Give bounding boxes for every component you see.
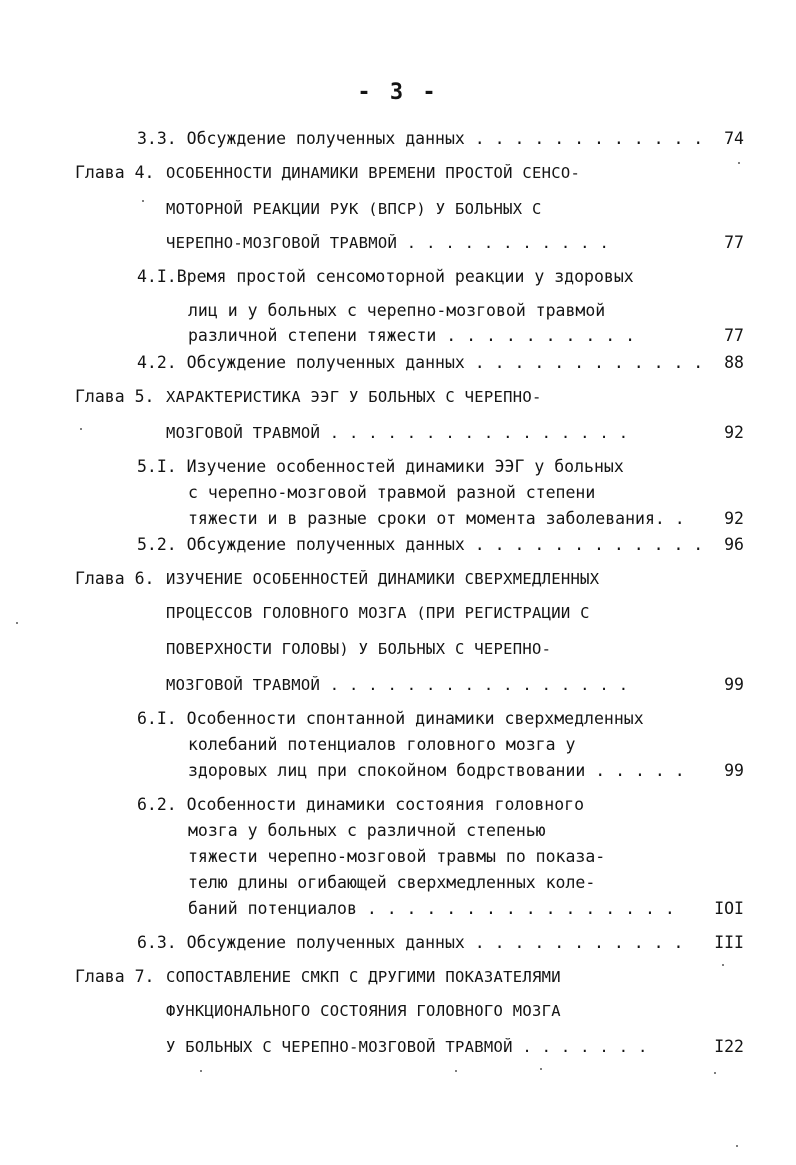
toc-entry xyxy=(166,230,609,256)
dot-leader: . . . . . . . . . . . xyxy=(397,234,610,252)
toc-entry xyxy=(188,298,605,324)
toc-entry-title: ПОВЕРХНОСТИ ГОЛОВЫ) У БОЛЬНЫХ С ЧЕРЕПНО- xyxy=(166,640,552,658)
scan-speck xyxy=(736,1145,738,1147)
toc-entry-title: ОСОБЕННОСТИ ДИНАМИКИ ВРЕМЕНИ ПРОСТОЙ СЕНСО- xyxy=(166,164,581,182)
toc-entry xyxy=(166,196,542,222)
scan-speck xyxy=(200,1070,202,1072)
toc-entry xyxy=(166,672,628,698)
chapter-label: Глава 5. xyxy=(75,387,155,406)
toc-page-number: 88 xyxy=(724,353,744,372)
toc-entry xyxy=(166,420,628,446)
toc-entry-title: 6.2. Особенности динамики состояния головного xyxy=(137,795,585,814)
toc-entry-title: ЧЕРЕПНО-МОЗГОВОЙ ТРАВМОЙ xyxy=(166,234,398,252)
toc-entry xyxy=(188,758,685,784)
toc-entry xyxy=(137,706,644,732)
toc-page-number: 92 xyxy=(724,509,744,528)
toc-entry-title: баний потенциалов xyxy=(188,899,357,918)
toc-entry-title: ПРОЦЕССОВ ГОЛОВНОГО МОЗГА (ПРИ РЕГИСТРАЦИИ С xyxy=(166,604,590,622)
toc-entry-title: мозга у больных с различной степенью xyxy=(188,821,546,840)
toc-entry-title: У БОЛЬНЫХ С ЧЕРЕПНО-МОЗГОВОЙ ТРАВМОЙ xyxy=(166,1038,513,1056)
toc-page-number: 74 xyxy=(724,129,744,148)
toc-page-number: I22 xyxy=(714,1037,744,1056)
scan-speck xyxy=(16,622,18,624)
toc-page-number: III xyxy=(714,933,744,952)
scan-speck xyxy=(738,162,740,164)
dot-leader: . . . . . xyxy=(585,761,685,780)
toc-entry xyxy=(137,350,703,376)
dot-leader: . . . . . . . . . . . . xyxy=(464,535,704,554)
toc-entry xyxy=(188,323,635,349)
toc-entry xyxy=(166,160,580,186)
toc-entry-title: 5.I. Изучение особенностей динамики ЭЭГ у больных xyxy=(137,457,624,476)
toc-entry-title: СОПОСТАВЛЕНИЕ СМКП С ДРУГИМИ ПОКАЗАТЕЛЯМИ xyxy=(166,968,561,986)
toc-entry xyxy=(188,896,675,922)
toc-entry-title: различной степени тяжести xyxy=(188,326,437,345)
toc-entry-title: тяжести и в разные сроки от момента заболевания. xyxy=(188,509,665,528)
toc-page-number: 99 xyxy=(724,675,744,694)
dot-leader: . . . . . . . . . . . . xyxy=(464,353,704,372)
toc-entry-title: ХАРАКТЕРИСТИКА ЭЭГ У БОЛЬНЫХ С ЧЕРЕПНО- xyxy=(166,388,542,406)
dot-leader: . xyxy=(664,509,685,528)
dot-leader: . . . . . . . . . . . . . . . . xyxy=(320,676,629,694)
toc-entry xyxy=(137,792,584,818)
toc-page-number: 92 xyxy=(724,423,744,442)
dot-leader: . . . . . . . . . . . . xyxy=(464,129,704,148)
toc-entry-title: ФУНКЦИОНАЛЬНОГО СОСТОЯНИЯ ГОЛОВНОГО МОЗГА xyxy=(166,1002,561,1020)
toc-entry xyxy=(188,844,605,870)
toc-entry xyxy=(166,964,561,990)
toc-entry xyxy=(166,566,599,592)
dot-leader: . . . . . . . . . . . xyxy=(464,933,684,952)
toc-entry-title: 4.I.Время простой сенсомоторной реакции у здоровых xyxy=(137,267,634,286)
toc-entry-title: МОЗГОВОЙ ТРАВМОЙ xyxy=(166,676,321,694)
toc-entry xyxy=(137,930,683,956)
toc-page-number: 77 xyxy=(724,233,744,252)
toc-entry xyxy=(188,870,595,896)
scan-speck xyxy=(142,200,144,202)
toc-entry-title: с черепно-мозговой травмой разной степени xyxy=(188,483,596,502)
toc-entry-title: тяжести черепно-мозговой травмы по показа- xyxy=(188,847,606,866)
toc-entry xyxy=(137,126,703,152)
toc-entry xyxy=(166,636,551,662)
chapter-label: Глава 6. xyxy=(75,569,155,588)
scan-speck xyxy=(722,964,724,966)
toc-entry-title: здоровых лиц при спокойном бодрствовании xyxy=(188,761,586,780)
toc-entry xyxy=(166,1034,648,1060)
toc-entry xyxy=(188,818,546,844)
dot-leader: . . . . . . . . . . . . . . . . xyxy=(356,899,675,918)
toc-entry xyxy=(188,506,685,532)
toc-entry xyxy=(188,732,575,758)
scan-speck xyxy=(80,428,82,430)
chapter-label: Глава 7. xyxy=(75,967,155,986)
dot-leader: . . . . . . . xyxy=(512,1038,648,1056)
toc-entry-title: 3.3. Обсуждение полученных данных xyxy=(137,129,465,148)
scan-speck xyxy=(714,1072,716,1074)
toc-entry-title: колебаний потенциалов головного мозга у xyxy=(188,735,576,754)
toc-entry-title: ИЗУЧЕНИЕ ОСОБЕННОСТЕЙ ДИНАМИКИ СВЕРХМЕДЛЕННЫХ xyxy=(166,570,600,588)
toc-entry-title: телю длины огибающей сверхмедленных коле- xyxy=(188,873,596,892)
toc-entry-title: 6.3. Обсуждение полученных данных xyxy=(137,933,465,952)
toc-entry-title: 5.2. Обсуждение полученных данных xyxy=(137,535,465,554)
toc-entry xyxy=(166,600,590,626)
toc-entry xyxy=(188,480,595,506)
toc-entry xyxy=(166,998,561,1024)
dot-leader: . . . . . . . . . . xyxy=(436,326,636,345)
toc-entry-title: МОТОРНОЙ РЕАКЦИИ РУК (ВПСР) У БОЛЬНЫХ С xyxy=(166,200,542,218)
dot-leader: . . . . . . . . . . . . . . . . xyxy=(320,424,629,442)
toc-entry xyxy=(137,454,624,480)
chapter-label: Глава 4. xyxy=(75,163,155,182)
toc-page-number: 77 xyxy=(724,326,744,345)
toc-page-number: 96 xyxy=(724,535,744,554)
toc-entry xyxy=(137,532,703,558)
scan-speck xyxy=(455,1070,457,1072)
scan-speck xyxy=(540,1068,542,1070)
toc-page-number: IOI xyxy=(714,899,744,918)
toc-entry xyxy=(166,384,542,410)
page-number: - 3 - xyxy=(357,80,439,105)
toc-entry-title: лиц и у больных с черепно-мозговой травмой xyxy=(188,301,606,320)
toc-entry-title: 4.2. Обсуждение полученных данных xyxy=(137,353,465,372)
toc-entry xyxy=(137,264,634,290)
toc-page-number: 99 xyxy=(724,761,744,780)
toc-entry-title: МОЗГОВОЙ ТРАВМОЙ xyxy=(166,424,321,442)
toc-entry-title: 6.I. Особенности спонтанной динамики сверхмедленных xyxy=(137,709,644,728)
